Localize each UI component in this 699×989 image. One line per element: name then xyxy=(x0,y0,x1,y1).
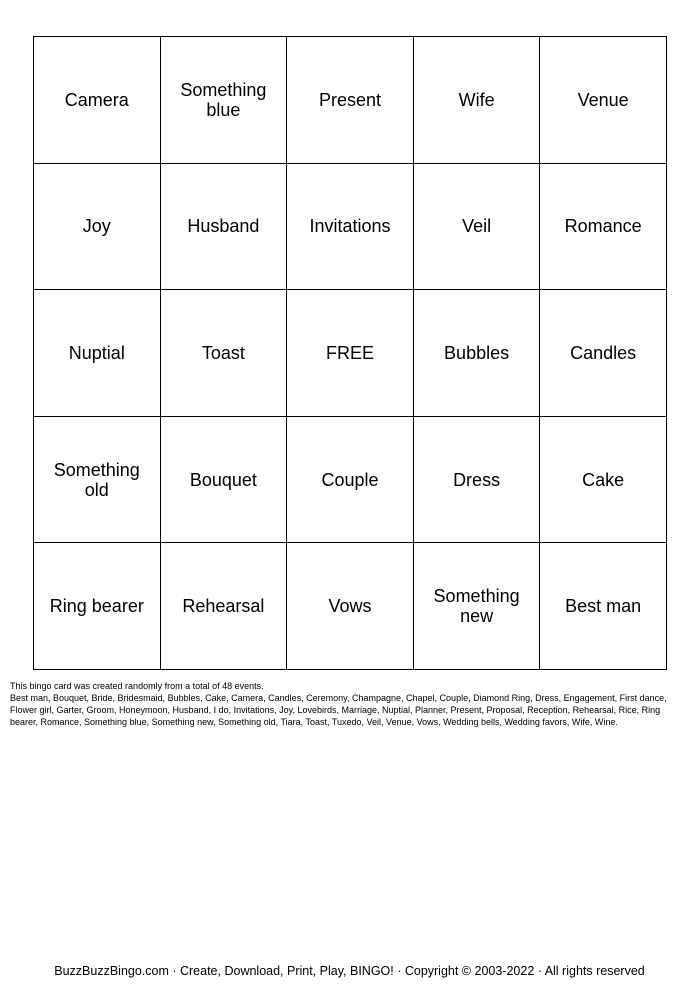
bingo-cell: Best man xyxy=(540,543,667,670)
bingo-cell: Bouquet xyxy=(160,416,287,543)
bingo-cell: Romance xyxy=(540,163,667,290)
bingo-cell: Camera xyxy=(34,37,161,164)
bingo-cell: Rehearsal xyxy=(160,543,287,670)
bingo-cell: Something old xyxy=(34,416,161,543)
bingo-cell: Toast xyxy=(160,290,287,417)
bingo-row xyxy=(34,543,667,670)
bingo-cell: Husband xyxy=(160,163,287,290)
bingo-cell: Ring bearer xyxy=(34,543,161,670)
bingo-free-cell: FREE xyxy=(287,290,414,417)
bingo-cell: Present xyxy=(287,37,414,164)
bingo-cell: Couple xyxy=(287,416,414,543)
bingo-cell: Cake xyxy=(540,416,667,543)
bingo-cell: Something new xyxy=(413,543,540,670)
card-footnote xyxy=(10,680,682,728)
footnote-events-list: Best man, Bouquet, Bride, Bridesmaid, Bubbles, Cake, Camera, Candles, Ceremony, Champagne, Chapel, Couple, Diamond Ring, Dress, Engagement, First dance, Flower girl, Garter, Groom, Honeymoon, Husband, I do, Invitations, Joy, Lovebirds, Marriage, Nuptial, Planner, Present, Proposal, Reception, Rehearsal, Rice, Ring bearer, Romance, Something blue, Something new, Something old, Tiara, Toast, Tuxedo, Veil, Venue, Vows, Wedding bells, Wedding favors, Wife, Wine. xyxy=(10,693,667,727)
bingo-grid xyxy=(33,36,667,670)
bingo-cell: Wife xyxy=(413,37,540,164)
bingo-row xyxy=(34,416,667,543)
bingo-cell: Something blue xyxy=(160,37,287,164)
bingo-cell: Candles xyxy=(540,290,667,417)
page-footer: BuzzBuzzBingo.com · Create, Download, Print, Play, BINGO! · Copyright © 2003-2022 · All rights reserved xyxy=(54,964,645,978)
bingo-cell: Vows xyxy=(287,543,414,670)
bingo-cell: Dress xyxy=(413,416,540,543)
bingo-row xyxy=(34,290,667,417)
bingo-cell: Bubbles xyxy=(413,290,540,417)
bingo-row xyxy=(34,163,667,290)
footnote-intro: This bingo card was created randomly from a total of 48 events. xyxy=(10,681,264,691)
bingo-cell: Nuptial xyxy=(34,290,161,417)
bingo-cell: Joy xyxy=(34,163,161,290)
bingo-cell: Invitations xyxy=(287,163,414,290)
bingo-cell: Venue xyxy=(540,37,667,164)
bingo-cell: Veil xyxy=(413,163,540,290)
bingo-row xyxy=(34,37,667,164)
